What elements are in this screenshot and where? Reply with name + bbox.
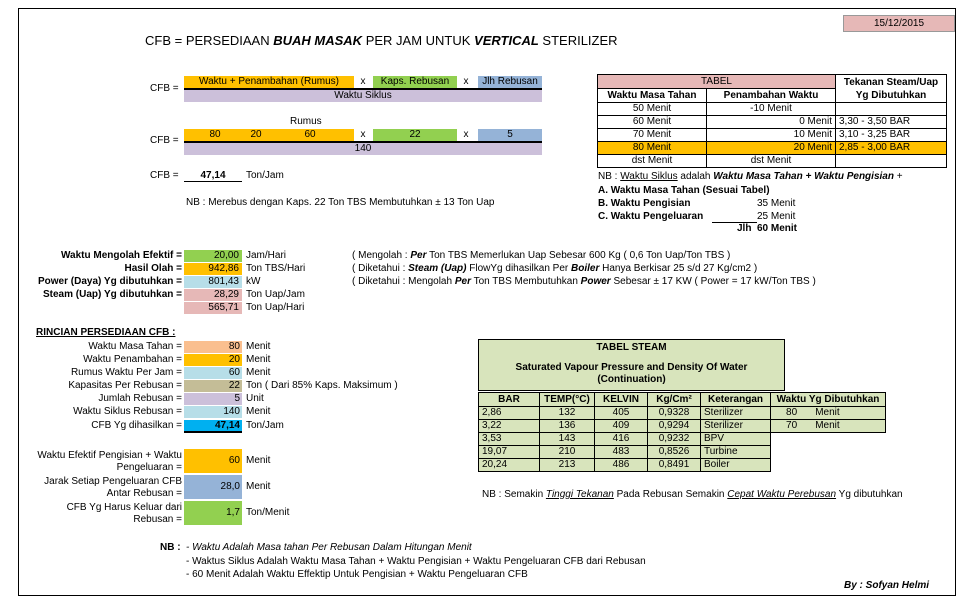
table-row[interactable]: [598, 103, 947, 116]
formula1-denominator[interactable]: Waktu Siklus: [184, 90, 542, 102]
nb-bottom-line: - Waktu Adalah Masa tahan Per Rebusan Dalam Hitungan Menit: [186, 542, 472, 553]
cfb-keluar-value[interactable]: 1,7: [184, 501, 242, 525]
efektif-unit: Jam/Hari: [246, 250, 287, 261]
rincian-value[interactable]: 20: [184, 354, 242, 366]
table-row[interactable]: [479, 420, 886, 433]
rincian-unit: Menit: [246, 341, 271, 352]
formula2-v3[interactable]: 60: [266, 129, 354, 141]
tabel-masa: 60 Menit: [598, 116, 707, 129]
steam-label: Steam (Uap) Yg dibutuhkan =: [43, 289, 182, 300]
tabel-tekanan: 2,85 - 3,00 BAR: [836, 142, 947, 155]
table-row[interactable]: [598, 129, 947, 142]
nb-bottom-label: NB :: [160, 542, 181, 553]
steam-cell: 136: [540, 420, 595, 433]
jarak-label: Jarak Setiap Pengeluaran CFB Antar Rebusan =: [44, 476, 182, 499]
formula2-denominator[interactable]: 140: [184, 143, 542, 155]
rincian-label: CFB Yg dihasilkan =: [91, 420, 182, 431]
steam-header-kg: Kg/Cm²: [648, 393, 701, 407]
rincian-unit: Ton ( Dari 85% Kaps. Maksimum ): [246, 380, 398, 391]
nb-tekanan: NB : Semakin Tinggi Tekanan Pada Rebusan Semakin Cepat Waktu Perebusan Yg dibutuhkan: [482, 489, 903, 500]
formula2-x1: x: [360, 129, 366, 140]
tabel-penambahan: -10 Menit: [707, 103, 836, 116]
table-row[interactable]: [479, 459, 886, 472]
tabel-waktu: [597, 74, 947, 168]
cfb-keluar-unit: Ton/Menit: [246, 507, 290, 518]
formula2-v2[interactable]: 20: [246, 129, 266, 141]
nb-merebus: NB : Merebus dengan Kaps. 22 Ton TBS Membutuhkan ± 13 Ton Uap: [186, 197, 495, 208]
tabel-masa: 80 Menit: [598, 142, 707, 155]
formula2-x2: x: [463, 129, 469, 140]
steam-cell: 0,9328: [648, 407, 701, 420]
formula1-x2: x: [463, 76, 469, 87]
steam-day-unit: Ton Uap/Hari: [246, 302, 305, 313]
tabel-masa: 50 Menit: [598, 103, 707, 116]
steam-cell: 0,8526: [648, 446, 701, 459]
rincian-unit: Ton/Jam: [246, 420, 284, 431]
steam-value[interactable]: 28,29: [184, 289, 242, 301]
power-value[interactable]: 801,43: [184, 276, 242, 288]
rumus-label: Rumus: [290, 116, 322, 127]
steam-cell: 2,86: [479, 407, 540, 420]
hasil-olah-value[interactable]: 942,86: [184, 263, 242, 275]
siklus-jlh-value: 60 Menit: [757, 223, 798, 234]
waktu-unit: Menit: [812, 420, 885, 433]
nb-bottom-line: - 60 Menit Adalah Waktu Effektip Untuk Pengisian + Waktu Pengeluaran CFB: [186, 569, 528, 580]
table-row-highlight[interactable]: [598, 142, 947, 155]
steam-header-bar: BAR: [479, 393, 540, 407]
siklus-item-b: B. Waktu Pengisian: [598, 198, 691, 209]
steam-cell: Sterilizer: [701, 420, 771, 433]
table-row[interactable]: [479, 446, 886, 459]
steam-cell: Boiler: [701, 459, 771, 472]
note-steam: ( Diketahui : Steam (Uap) FlowYg dihasilkan Per Boiler Hanya Berkisar 25 s/d 27 Kg/cm2 ): [352, 263, 758, 274]
siklus-jlh-label: Jlh: [737, 223, 752, 234]
nb-siklus: NB : Waktu Siklus adalah Waktu Masa Tahan + Waktu Pengisian +: [598, 171, 903, 182]
tabel-header-penambahan: Penambahan Waktu: [707, 89, 836, 103]
steam-cell: 405: [595, 407, 648, 420]
tabel-tekanan: [836, 155, 947, 168]
hasil-olah-unit: Ton TBS/Hari: [246, 263, 306, 274]
steam-cell: 20,24: [479, 459, 540, 472]
jarak-unit: Menit: [246, 481, 271, 492]
tabel-penambahan: 20 Menit: [707, 142, 836, 155]
steam-cell: 416: [595, 433, 648, 446]
formula2-v5[interactable]: 5: [478, 129, 542, 141]
steam-cell: 143: [540, 433, 595, 446]
formula1-term3[interactable]: Jlh Rebusan: [478, 76, 542, 88]
steam-header-kelvin: KELVIN: [595, 393, 648, 407]
waktu-value: 80: [771, 407, 813, 420]
tabel-steam-subtitle2: (Continuation): [597, 374, 666, 385]
result-value[interactable]: 47,14: [184, 170, 242, 182]
tabel-header-masa: Waktu Masa Tahan: [598, 89, 707, 103]
formula1-term1[interactable]: Waktu + Penambahan (Rumus): [184, 76, 354, 88]
rincian-unit: Menit: [246, 406, 271, 417]
rincian-label: Kapasitas Per Rebusan =: [68, 380, 182, 391]
hasil-olah-label: Hasil Olah =: [124, 263, 182, 274]
result-lhs: CFB =: [150, 170, 179, 181]
tabel-penambahan: 0 Menit: [707, 116, 836, 129]
formula1-x1: x: [360, 76, 366, 87]
power-label: Power (Daya) Yg dibutuhkan =: [37, 276, 182, 287]
steam-cell: 213: [540, 459, 595, 472]
siklus-item-a: A. Waktu Masa Tahan (Sesuai Tabel): [598, 185, 770, 196]
steam-header-keterangan: Keterangan: [701, 393, 771, 407]
table-row[interactable]: [598, 155, 947, 168]
siklus-item-b-value: 35 Menit: [757, 198, 796, 209]
efektif-value[interactable]: 20,00: [184, 250, 242, 262]
author: By : Sofyan Helmi: [844, 580, 930, 591]
rincian-value[interactable]: 22: [184, 380, 242, 392]
result-unit: Ton/Jam: [246, 170, 284, 181]
steam-cell: 409: [595, 420, 648, 433]
tabel-title: TABEL: [598, 75, 836, 89]
page-title: CFB = PERSEDIAAN BUAH MASAK PER JAM UNTUK VERTICAL STERILIZER: [145, 33, 618, 48]
steam-cell: 3,22: [479, 420, 540, 433]
rincian-label: Rumus Waktu Per Jam =: [70, 367, 182, 378]
tabel-masa: 70 Menit: [598, 129, 707, 142]
steam-cell: 483: [595, 446, 648, 459]
formula2-v4[interactable]: 22: [373, 129, 457, 141]
rincian-value[interactable]: 140: [184, 406, 242, 418]
rincian-label: Waktu Masa Tahan =: [88, 341, 182, 352]
steam-cell: BPV: [701, 433, 771, 446]
siklus-item-c: C. Waktu Pengeluaran: [598, 211, 704, 222]
table-row[interactable]: [479, 407, 886, 420]
siklus-item-c-underline: [712, 211, 757, 223]
tabel-tekanan: 3,30 - 3,50 BAR: [836, 116, 947, 129]
steam-cell: 210: [540, 446, 595, 459]
steam-cell: 0,9294: [648, 420, 701, 433]
formula2-v1[interactable]: 80: [184, 129, 246, 141]
siklus-item-c-value: 25 Menit: [757, 211, 796, 222]
efektif-label: Waktu Mengolah Efektif =: [60, 250, 182, 261]
tabel-steam-subtitle: Saturated Vapour Pressure and Density Of Water: [515, 362, 748, 373]
tabel-steam-header: [478, 339, 785, 391]
rincian-value[interactable]: 80: [184, 341, 242, 353]
rincian-value[interactable]: 60: [184, 367, 242, 379]
steam-header-temp: TEMP(°C): [540, 393, 595, 407]
power-unit: kW: [246, 276, 261, 287]
steam-cell: Turbine: [701, 446, 771, 459]
efektif-pengisian-label: Waktu Efektif Pengisian + Waktu Pengeluaran =: [37, 450, 182, 473]
tabel-steam-title: TABEL STEAM: [596, 342, 667, 353]
tabel-penambahan: dst Menit: [707, 155, 836, 168]
nb-bottom-line: - Waktus Siklus Adalah Waktu Masa Tahan + Waktu Pengisian + Waktu Pengeluaran CFB dari Rebusan: [186, 556, 646, 567]
formula1-lhs: CFB =: [150, 83, 179, 94]
waktu-header: Waktu Yg Dibutuhkan: [771, 393, 886, 407]
rincian-unit: Menit: [246, 367, 271, 378]
note-power: ( Diketahui : Mengolah Per Ton TBS Membutuhkan Power Sebesar ± 17 KW ( Power = 17 kW/Ton TBS ): [352, 276, 816, 287]
steam-cell: 0,9232: [648, 433, 701, 446]
tabel-steam: [478, 392, 886, 472]
efektif-pengisian-value[interactable]: 60: [184, 449, 242, 473]
tabel-penambahan: 10 Menit: [707, 129, 836, 142]
steam-day-value[interactable]: 565,71: [184, 302, 242, 314]
rincian-unit: Menit: [246, 354, 271, 365]
date-cell[interactable]: 15/12/2015: [843, 15, 955, 32]
steam-cell: 132: [540, 407, 595, 420]
cfb-keluar-label: CFB Yg Harus Keluar dari Rebusan =: [66, 502, 182, 525]
waktu-unit: Menit: [812, 407, 885, 420]
efektif-pengisian-unit: Menit: [246, 455, 271, 466]
rincian-value[interactable]: 5: [184, 393, 242, 405]
tabel-masa: dst Menit: [598, 155, 707, 168]
tekanan-header: Tekanan Steam/Uap Yg Dibutuhkan: [836, 75, 947, 103]
rincian-title: RINCIAN PERSEDIAAN CFB :: [36, 327, 176, 338]
rincian-unit: Unit: [246, 393, 264, 404]
tabel-tekanan: 3,10 - 3,25 BAR: [836, 129, 947, 142]
jarak-value[interactable]: 28,0: [184, 475, 242, 499]
steam-unit: Ton Uap/Jam: [246, 289, 305, 300]
formula1-term2[interactable]: Kaps. Rebusan: [373, 76, 457, 88]
note-mengolah: ( Mengolah : Per Ton TBS Memerlukan Uap Sebesar 600 Kg ( 0,6 Ton Uap/Ton TBS ): [352, 250, 731, 261]
steam-cell: 0,8491: [648, 459, 701, 472]
rincian-label: Jumlah Rebusan =: [98, 393, 182, 404]
formula2-lhs: CFB =: [150, 135, 179, 146]
steam-cell: 486: [595, 459, 648, 472]
rincian-label: Waktu Penambahan =: [83, 354, 182, 365]
table-row[interactable]: [479, 433, 886, 446]
waktu-value: 70: [771, 420, 813, 433]
steam-cell: 19,07: [479, 446, 540, 459]
rincian-label: Waktu Siklus Rebusan =: [73, 406, 182, 417]
table-row[interactable]: [598, 116, 947, 129]
steam-cell: Sterilizer: [701, 407, 771, 420]
cfb-result-value[interactable]: 47,14: [184, 420, 242, 433]
steam-cell: 3,53: [479, 433, 540, 446]
tabel-tekanan: [836, 103, 947, 116]
